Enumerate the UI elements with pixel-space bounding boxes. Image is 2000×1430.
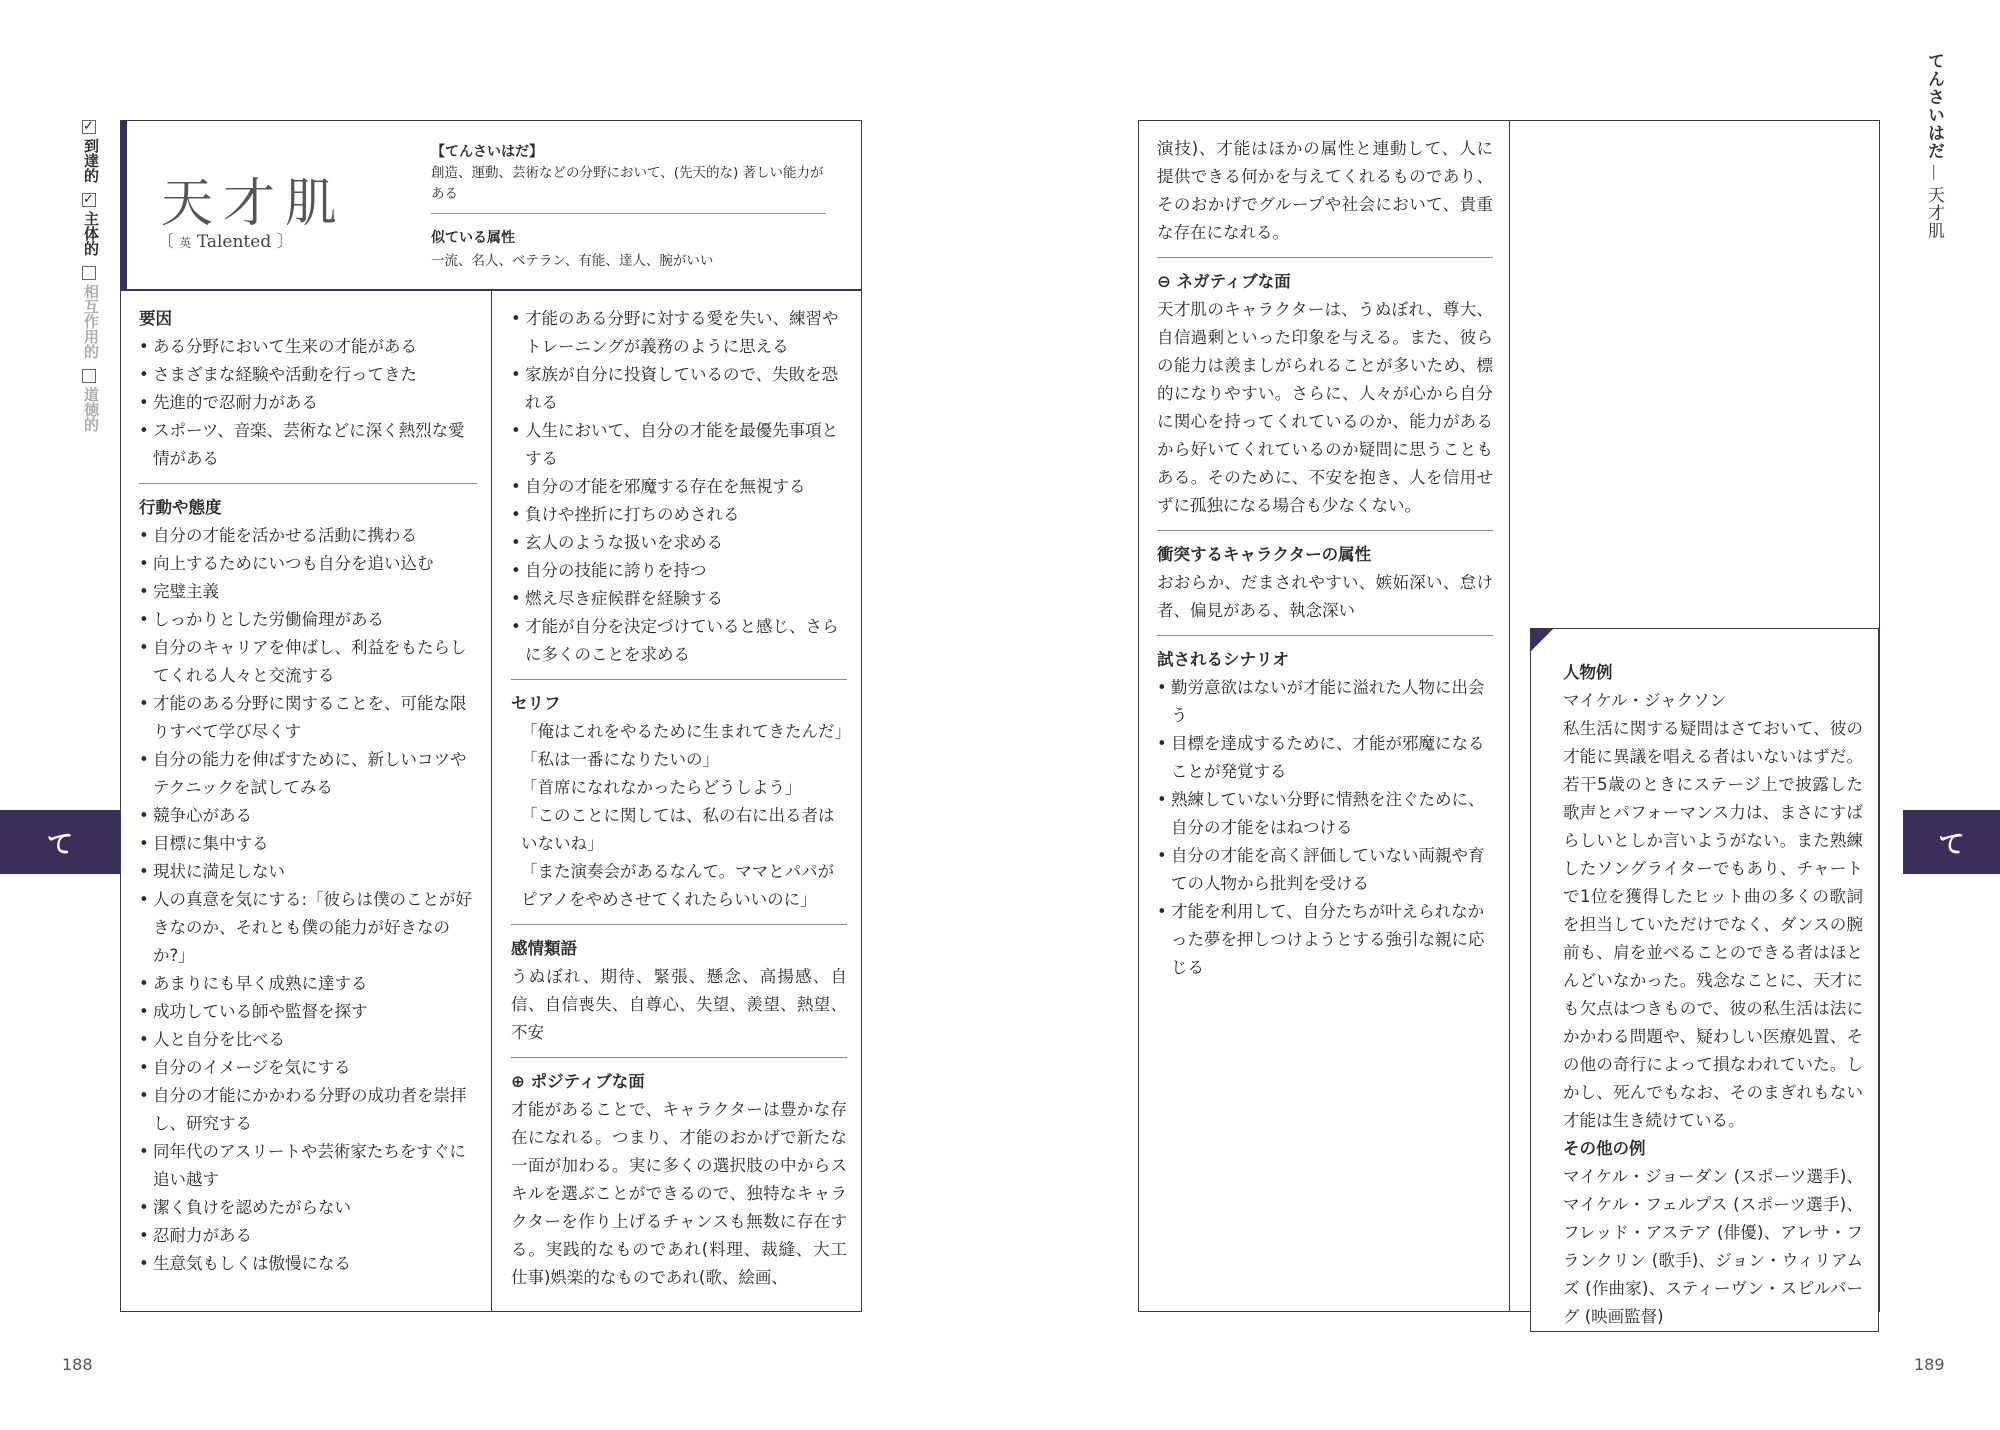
index-tab-right: て bbox=[1903, 810, 2000, 874]
page-number-right: 189 bbox=[1914, 1355, 1945, 1374]
similar-attributes-text: 一流、名人、ベテラン、有能、達人、腕がいい bbox=[431, 253, 714, 269]
divider bbox=[139, 483, 477, 484]
conflict-text: おおらか、だまされやすい、嫉妬深い、怠け者、偏見がある、執念深い bbox=[1157, 573, 1493, 620]
index-tab-left: て bbox=[0, 810, 120, 874]
divider bbox=[511, 679, 847, 680]
list-item: • あまりにも早く成熟に達する bbox=[139, 970, 477, 998]
english-title: 〔 英 Talented 〕 bbox=[157, 232, 294, 252]
emotions-text: うぬぼれ、期待、緊張、懸念、高揚感、自信、自信喪失、自尊心、失望、羨望、熱望、不安 bbox=[511, 967, 847, 1042]
running-head-dash: — bbox=[1924, 164, 1944, 182]
entry-header bbox=[120, 120, 862, 290]
list-item: • 燃え尽き症候群を経験する bbox=[511, 585, 847, 613]
list-item: • 才能のある分野に対する愛を失い、練習やトレーニングが義務のように思える bbox=[511, 305, 847, 361]
category-label: 主体的 bbox=[82, 211, 100, 256]
list-item: • 成功している師や監督を探す bbox=[139, 998, 477, 1026]
lines-list bbox=[511, 718, 851, 914]
page-number-left: 188 bbox=[62, 1355, 93, 1374]
entry-body bbox=[120, 290, 862, 1312]
list-item: • 目標に集中する bbox=[139, 830, 477, 858]
divider bbox=[1157, 257, 1493, 258]
list-item: • スポーツ、音楽、芸術などに深く熱烈な愛情がある bbox=[139, 417, 477, 473]
factors-heading: 要因 bbox=[139, 309, 172, 328]
divider bbox=[1157, 635, 1493, 636]
running-head bbox=[1922, 52, 1947, 240]
column-divider bbox=[1509, 121, 1510, 1311]
list-item: • 自分の才能を活かせる活動に携わる bbox=[139, 522, 477, 550]
list-item: • 負けや挫折に打ちのめされる bbox=[511, 501, 847, 529]
quote-item: 「私は一番になりたいの」 bbox=[521, 750, 719, 769]
corner-accent bbox=[1531, 629, 1553, 651]
scenario-heading: 試されるシナリオ bbox=[1157, 650, 1289, 669]
list-item: • 競争心がある bbox=[139, 802, 477, 830]
conflict-heading: 衝突するキャラクターの属性 bbox=[1157, 545, 1372, 564]
minus-circle-icon: ⊖ bbox=[1157, 272, 1171, 291]
example-heading: 人物例 bbox=[1563, 663, 1613, 682]
quote-item: 「また演奏会があるなんて。ママとパパがピアノをやめさせてくれたらいいのに」 bbox=[521, 862, 835, 909]
list-item: • 自分の才能を邪魔する存在を無視する bbox=[511, 473, 847, 501]
example-text: 私生活に関する疑問はさておいて、彼の才能に異議を唱える者はいないはずだ。若干5歳のときにステージ上で披露した歌声とパフォーマンス力は、まさにすばらしいとしか言いようがない。また熟練したソングライターでもあり、チャートで1位を獲得したヒット曲の多くの歌詞を担当していただけでなく、ダンスの腕前も、肩を並べることのできる者はほとんどいなかった。残念なことに、天才にも欠点はつきもので、彼の私生活は法にかかわる問題や、疑わしい医療処置、その他の奇行によって損なわれていた。しかし、死んでもなお、そのまぎれもない才能は生き続けている。 bbox=[1563, 719, 1863, 1130]
list-item: • 家族が自分に投資しているので、失敗を恐れる bbox=[511, 361, 847, 417]
checkbox-empty-icon bbox=[82, 369, 96, 383]
list-item: • 自分の才能にかかわる分野の成功者を崇拝し、研究する bbox=[139, 1082, 477, 1138]
checkbox-checked-icon bbox=[82, 193, 96, 207]
list-item: • 才能を利用して、自分たちが叶えられなかった夢を押しつけようとする強引な親に応じる bbox=[1157, 898, 1493, 982]
example-name: マイケル・ジャクソン bbox=[1563, 691, 1727, 710]
divider bbox=[431, 213, 826, 214]
list-item: • 目標を達成するために、才能が邪魔になることが発覚する bbox=[1157, 730, 1493, 786]
scenario-list bbox=[1157, 674, 1493, 982]
quote-item: 「首席になれなかったらどうしよう」 bbox=[521, 778, 802, 797]
category-label: 相互作用的 bbox=[82, 284, 100, 359]
category-label: 道徳的 bbox=[82, 387, 100, 432]
list-item: • 現状に満足しない bbox=[139, 858, 477, 886]
emotions-heading: 感情類語 bbox=[511, 939, 577, 958]
list-item: • 自分の技能に誇りを持つ bbox=[511, 557, 847, 585]
plus-circle-icon: ⊕ bbox=[511, 1072, 525, 1091]
list-item: • 熟練していない分野に情熱を注ぐために、自分の才能をはねつける bbox=[1157, 786, 1493, 842]
divider bbox=[511, 1057, 847, 1058]
list-item: • 自分の才能を高く評価していない両親や育ての人物から批判を受ける bbox=[1157, 842, 1493, 898]
positive-heading: ⊕ ポジティブな面 bbox=[511, 1072, 645, 1091]
negative-heading: ⊖ ネガティブな面 bbox=[1157, 272, 1291, 291]
others-heading: その他の例 bbox=[1563, 1139, 1646, 1158]
category-label: 到達的 bbox=[82, 138, 100, 183]
factors-list bbox=[139, 333, 477, 473]
behaviors-list bbox=[139, 522, 477, 1278]
divider bbox=[511, 924, 847, 925]
similar-attributes-label: 似ている属性 bbox=[431, 230, 515, 246]
running-head-reading: てんさいはだ bbox=[1924, 52, 1944, 160]
list-item: • 才能のある分野に関することを、可能な限りすべて学び尽くす bbox=[139, 690, 477, 746]
reading-definition: 創造、運動、芸術などの分野において、(先天的な) 著しい能力がある bbox=[431, 165, 824, 202]
example-box bbox=[1530, 628, 1879, 1332]
lines-heading: セリフ bbox=[511, 694, 561, 713]
list-item: • 潔く負けを認めたがらない bbox=[139, 1194, 477, 1222]
quote-item: 「このことに関しては、私の右に出る者はいないね」 bbox=[521, 806, 835, 853]
behaviors-list-continued bbox=[511, 305, 847, 669]
column-divider bbox=[491, 291, 492, 1311]
positive-text: 才能があることで、キャラクターは豊かな存在になれる。つまり、才能のおかげで新たな一面が加わる。実に多くの選択肢の中からスキルを選ぶことができるので、独特なキャラクターを作り上げるチャンスも無数に存在する。実践的なものであれ(料理、裁縫、大工仕事)娯楽的なものであれ(歌、絵画、 bbox=[511, 1100, 848, 1287]
list-item: • 自分のキャリアを伸ばし、利益をもたらしてくれる人々と交流する bbox=[139, 634, 477, 690]
behaviors-heading: 行動や態度 bbox=[139, 498, 222, 517]
divider bbox=[1157, 530, 1493, 531]
continued-text: 演技)、才能はほかの属性と連動して、人に提供できる何かを与えてくれるものであり、そのおかげでグループや社会において、貴重な存在になれる。 bbox=[1157, 139, 1493, 242]
checkbox-empty-icon bbox=[82, 266, 96, 280]
running-head-title: 天才肌 bbox=[1924, 186, 1944, 240]
list-item: • 先進的で忍耐力がある bbox=[139, 389, 477, 417]
left-column bbox=[139, 305, 477, 1278]
list-item: • 人と自分を比べる bbox=[139, 1026, 477, 1054]
quote-item: 「俺はこれをやるために生まれてきたんだ」 bbox=[521, 722, 851, 741]
entry-title: 天才肌 bbox=[161, 174, 348, 234]
example-content bbox=[1563, 659, 1863, 1331]
list-item: • 自分のイメージを気にする bbox=[139, 1054, 477, 1082]
list-item: • 人生において、自分の才能を最優先事項とする bbox=[511, 417, 847, 473]
list-item: • 忍耐力がある bbox=[139, 1222, 477, 1250]
list-item: • ある分野において生来の才能がある bbox=[139, 333, 477, 361]
right-page-column bbox=[1157, 135, 1493, 982]
checkbox-checked-icon bbox=[82, 120, 96, 134]
list-item: • 人の真意を気にする:「彼らは僕のことが好きなのか、それとも僕の能力が好きなのか?」 bbox=[139, 886, 477, 970]
others-text: マイケル・ジョーダン (スポーツ選手)、マイケル・フェルプス (スポーツ選手)、フレッド・アステア (俳優)、アレサ・フランクリン (歌手)、ジョン・ウィリアムズ (作曲家)、スティーヴン・スピルバーグ (映画監督) bbox=[1563, 1167, 1863, 1326]
list-item: • 向上するためにいつも自分を追い込む bbox=[139, 550, 477, 578]
list-item: • しっかりとした労働倫理がある bbox=[139, 606, 477, 634]
list-item: • 自分の能力を伸ばすために、新しいコツやテクニックを試してみる bbox=[139, 746, 477, 802]
list-item: • 生意気もしくは傲慢になる bbox=[139, 1250, 477, 1278]
list-item: • 才能が自分を決定づけていると感じ、さらに多くのことを求める bbox=[511, 613, 847, 669]
right-column bbox=[511, 305, 851, 1292]
list-item: • さまざまな経験や活動を行ってきた bbox=[139, 361, 477, 389]
list-item: • 同年代のアスリートや芸術家たちをすぐに追い越す bbox=[139, 1138, 477, 1194]
list-item: • 完璧主義 bbox=[139, 578, 477, 606]
negative-text: 天才肌のキャラクターは、うぬぼれ、尊大、自信過剰といった印象を与える。また、彼らの能力は羨ましがられることが多いため、標的になりやすい。さらに、人々が心から自分に関心を持ってくれているのか、能力があるから好いてくれているのか疑問に思うこともある。そのために、不安を抱き、人を信用せずに孤独になる場合も少なくない。 bbox=[1157, 300, 1493, 515]
list-item: • 玄人のような扱いを求める bbox=[511, 529, 847, 557]
list-item: • 勤労意欲はないが才能に溢れた人物に出会う bbox=[1157, 674, 1493, 730]
reading-label: 【てんさいはだ】 bbox=[431, 144, 543, 160]
accent-bar bbox=[121, 121, 127, 289]
category-checklist bbox=[82, 118, 104, 442]
